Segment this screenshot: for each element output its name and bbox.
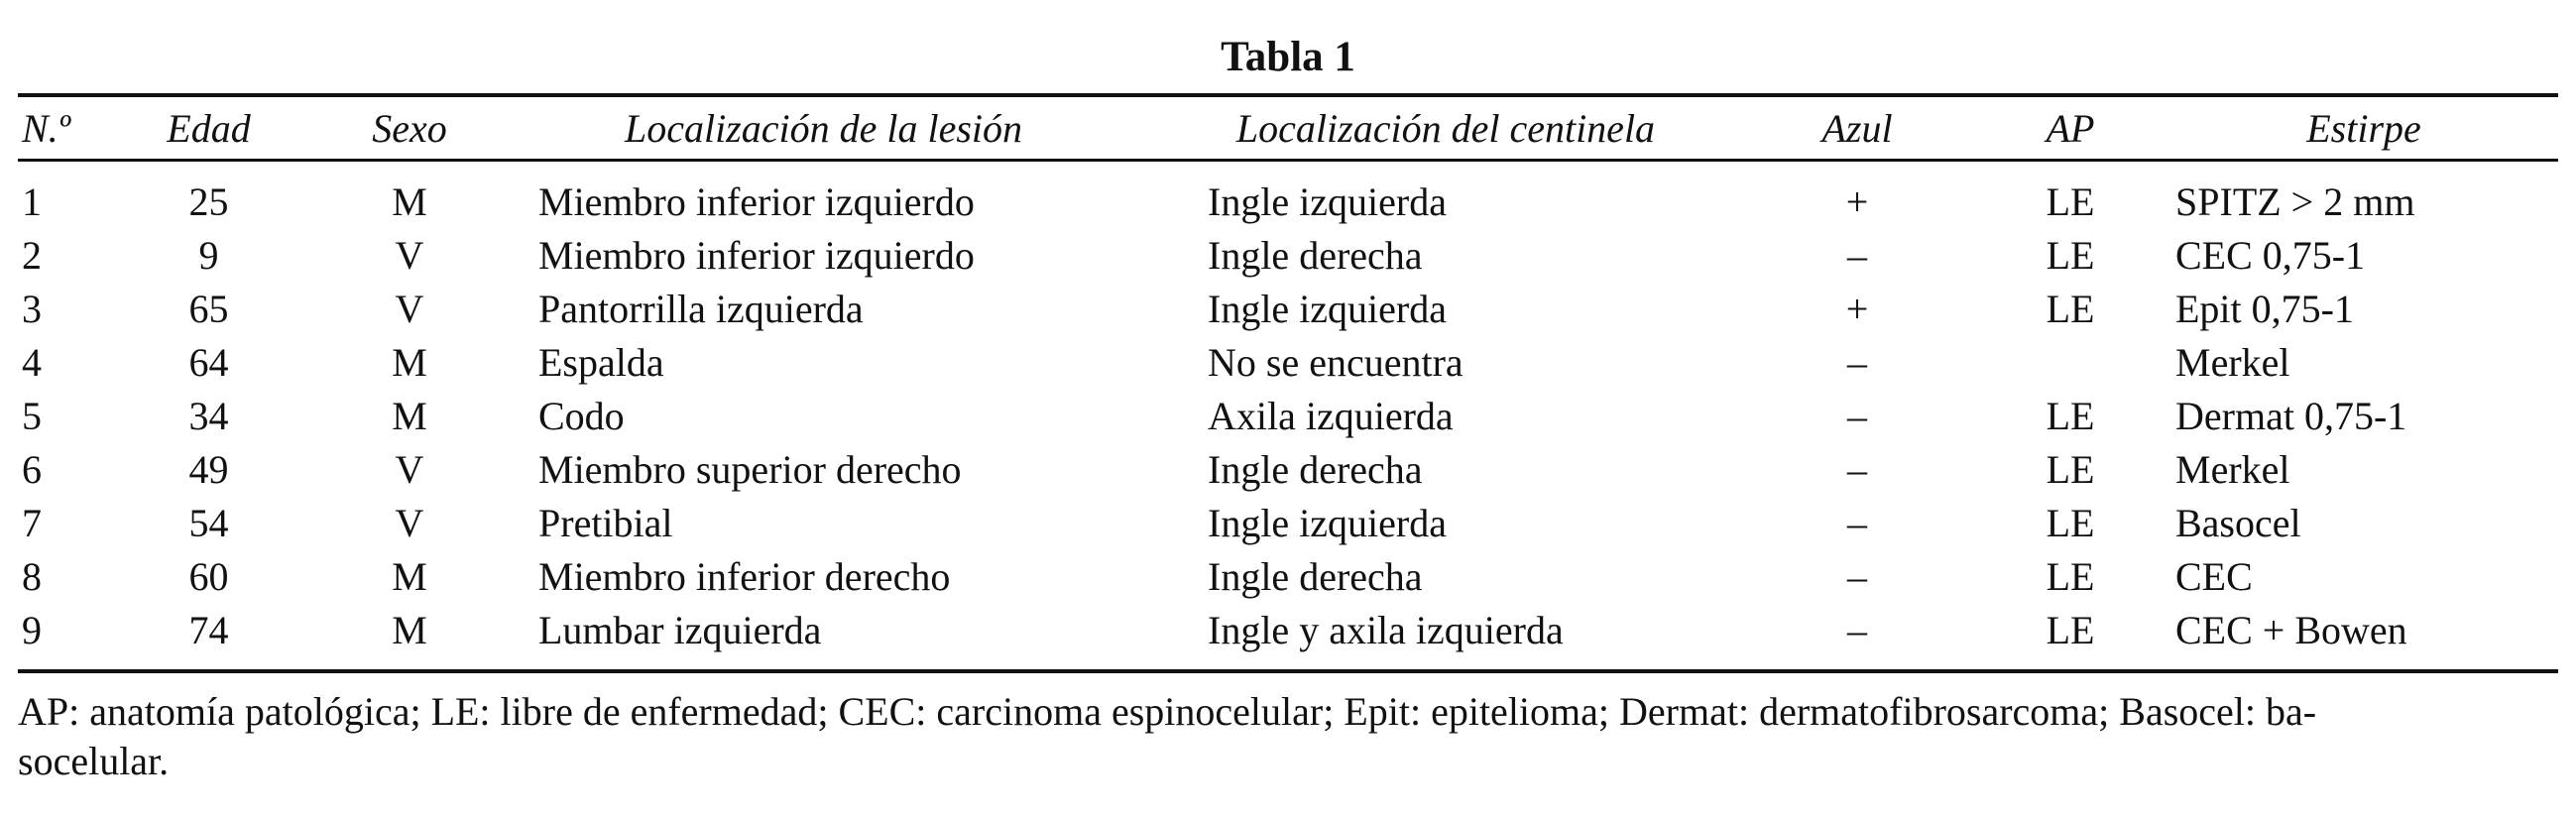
cell-lineage: Merkel bbox=[2175, 447, 2290, 492]
cell-number: 3 bbox=[22, 287, 42, 331]
header-cell-ap: AP bbox=[2046, 105, 2095, 151]
cell-age: 9 bbox=[198, 233, 219, 278]
footnote-line-1: AP: anatomía patológica; LE: libre de enfermedad; CEC: carcinoma espinocelular; Epit: epitelioma; Dermat: dermatofibrosarcoma; Basocel: ba- bbox=[18, 689, 2317, 734]
cell-age: 60 bbox=[188, 554, 229, 599]
cell-sentinel-location: Axila izquierda bbox=[1208, 394, 1454, 438]
cell-number: 5 bbox=[22, 394, 42, 438]
cell-lesion-location: Codo bbox=[538, 394, 625, 438]
cell-number: 6 bbox=[22, 447, 42, 492]
cell-blue: – bbox=[1847, 394, 1867, 438]
cell-lineage: Epit 0,75-1 bbox=[2175, 287, 2354, 331]
cell-sex: M bbox=[392, 608, 427, 652]
cell-sentinel-location: Ingle izquierda bbox=[1208, 287, 1447, 331]
cell-blue: + bbox=[1845, 287, 1869, 331]
cell-age: 34 bbox=[188, 394, 229, 438]
cell-number: 4 bbox=[22, 340, 42, 385]
header-cell-sex: Sexo bbox=[372, 105, 447, 151]
cell-sex: M bbox=[392, 340, 427, 385]
cell-lesion-location: Miembro inferior izquierdo bbox=[538, 233, 975, 278]
cell-lesion-location: Lumbar izquierda bbox=[538, 608, 822, 652]
table-row bbox=[18, 390, 2558, 443]
cell-sentinel-location: Ingle y axila izquierda bbox=[1208, 608, 1564, 652]
cell-ap bbox=[1971, 336, 2169, 390]
table-row bbox=[18, 604, 2558, 671]
cell-age: 64 bbox=[188, 340, 229, 385]
cell-blue: – bbox=[1847, 233, 1867, 278]
cell-lineage: SPITZ > 2 mm bbox=[2175, 179, 2415, 224]
cell-ap: LE bbox=[2046, 179, 2095, 224]
table-footnote bbox=[18, 687, 2558, 786]
header-cell-lineage: Estirpe bbox=[2306, 105, 2421, 151]
cell-age: 54 bbox=[188, 501, 229, 545]
cell-blue: + bbox=[1845, 179, 1869, 224]
cell-lineage: Basocel bbox=[2175, 501, 2301, 545]
table-row bbox=[18, 497, 2558, 550]
cell-sex: V bbox=[395, 287, 424, 331]
cell-ap: LE bbox=[2046, 233, 2095, 278]
cell-lesion-location: Espalda bbox=[538, 340, 664, 385]
cell-blue: – bbox=[1847, 554, 1867, 599]
cell-sex: V bbox=[395, 447, 424, 492]
cell-sentinel-location: Ingle izquierda bbox=[1208, 501, 1447, 545]
cell-number: 7 bbox=[22, 501, 42, 545]
data-table bbox=[18, 93, 2558, 673]
cell-blue: – bbox=[1847, 340, 1867, 385]
header-cell-age: Edad bbox=[167, 105, 251, 151]
cell-lineage: CEC + Bowen bbox=[2175, 608, 2407, 652]
cell-sex: V bbox=[395, 501, 424, 545]
cell-number: 1 bbox=[22, 179, 42, 224]
cell-lineage: Dermat 0,75-1 bbox=[2175, 394, 2407, 438]
header-cell-number: N.º bbox=[22, 105, 71, 151]
table-row bbox=[18, 443, 2558, 497]
header-cell-lesion-location: Localización de la lesión bbox=[624, 105, 1023, 151]
header-cell-blue: Azul bbox=[1821, 105, 1893, 151]
table-row bbox=[18, 161, 2558, 230]
cell-sex: V bbox=[395, 233, 424, 278]
table-container bbox=[18, 28, 2558, 786]
cell-age: 65 bbox=[188, 287, 229, 331]
cell-sex: M bbox=[392, 394, 427, 438]
cell-lesion-location: Miembro inferior izquierdo bbox=[538, 179, 975, 224]
cell-ap: LE bbox=[2046, 447, 2095, 492]
cell-sentinel-location: Ingle izquierda bbox=[1208, 179, 1447, 224]
cell-sentinel-location: Ingle derecha bbox=[1208, 447, 1423, 492]
footnote-line-2: socelular. bbox=[18, 739, 170, 783]
header-row bbox=[18, 95, 2558, 161]
cell-sex: M bbox=[392, 179, 427, 224]
cell-ap: LE bbox=[2046, 608, 2095, 652]
table-row bbox=[18, 336, 2558, 390]
cell-number: 9 bbox=[22, 608, 42, 652]
cell-lineage: CEC 0,75-1 bbox=[2175, 233, 2366, 278]
cell-sentinel-location: Ingle derecha bbox=[1208, 233, 1423, 278]
cell-lesion-location: Pantorrilla izquierda bbox=[538, 287, 864, 331]
cell-ap: LE bbox=[2046, 554, 2095, 599]
cell-blue: – bbox=[1847, 447, 1867, 492]
cell-lesion-location: Pretibial bbox=[538, 501, 673, 545]
table-row bbox=[18, 283, 2558, 336]
cell-lineage: CEC bbox=[2175, 554, 2253, 599]
cell-number: 2 bbox=[22, 233, 42, 278]
table-row bbox=[18, 229, 2558, 283]
cell-ap: LE bbox=[2046, 501, 2095, 545]
cell-lesion-location: Miembro superior derecho bbox=[538, 447, 962, 492]
cell-blue: – bbox=[1847, 501, 1867, 545]
table-title: Tabla 1 bbox=[1221, 34, 1355, 80]
cell-sentinel-location: No se encuentra bbox=[1208, 340, 1464, 385]
cell-ap: LE bbox=[2046, 394, 2095, 438]
cell-ap: LE bbox=[2046, 287, 2095, 331]
cell-age: 49 bbox=[188, 447, 229, 492]
cell-sex: M bbox=[392, 554, 427, 599]
cell-sentinel-location: Ingle derecha bbox=[1208, 554, 1423, 599]
cell-blue: – bbox=[1847, 608, 1867, 652]
header-cell-sentinel-location: Localización del centinela bbox=[1235, 105, 1656, 151]
cell-age: 25 bbox=[188, 179, 229, 224]
cell-lineage: Merkel bbox=[2175, 340, 2290, 385]
cell-lesion-location: Miembro inferior derecho bbox=[538, 554, 951, 599]
cell-number: 8 bbox=[22, 554, 42, 599]
cell-age: 74 bbox=[188, 608, 229, 652]
table-row bbox=[18, 550, 2558, 604]
